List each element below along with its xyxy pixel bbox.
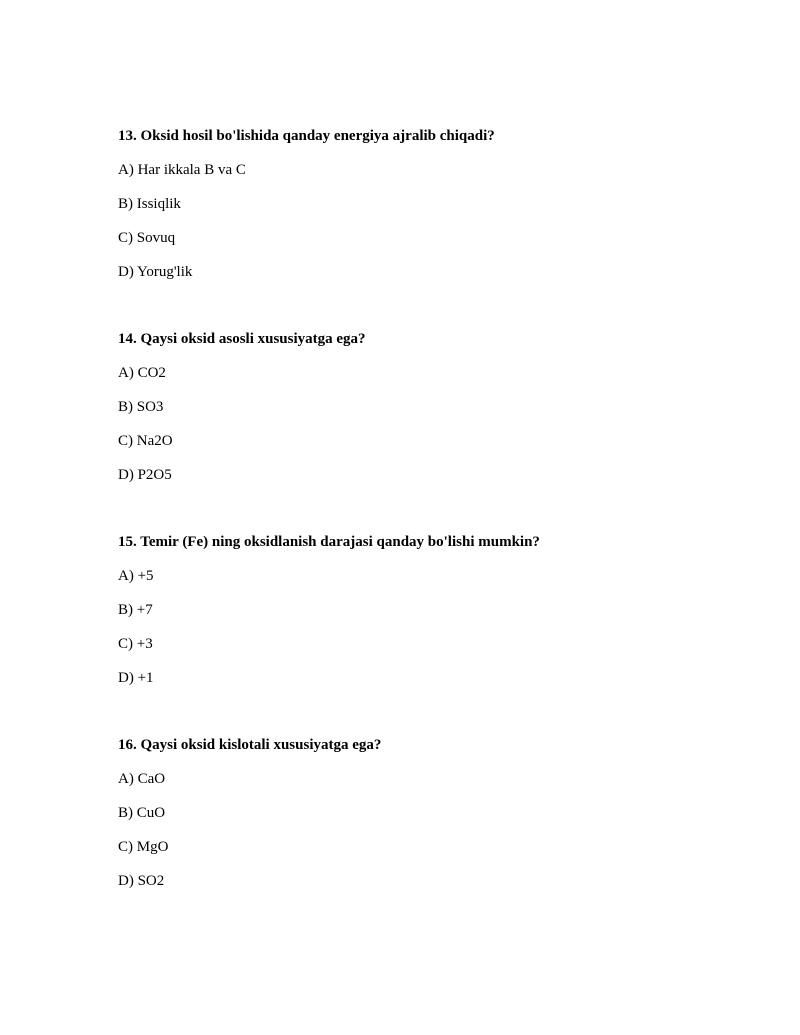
answer-option-d: D) Yorug'lik	[118, 264, 193, 280]
answer-option-a: A) +5	[118, 568, 154, 584]
answer-option-b: B) +7	[118, 602, 153, 618]
question-title: 14. Qaysi oksid asosli xususiyatga ega?	[118, 331, 366, 347]
answer-option-b: B) Issiqlik	[118, 196, 181, 212]
answer-option-a: A) CaO	[118, 771, 166, 787]
question-15	[118, 532, 758, 688]
answer-option-c: C) Sovuq	[118, 230, 176, 246]
answer-option-d: D) SO2	[118, 873, 165, 889]
answer-option-a: A) CO2	[118, 365, 166, 381]
question-16	[118, 735, 758, 891]
answer-option-c: C) MgO	[118, 839, 169, 855]
question-13	[118, 126, 758, 282]
question-title: 15. Temir (Fe) ning oksidlanish darajasi qanday bo'lishi mumkin?	[118, 534, 540, 550]
answer-option-a: A) Har ikkala B va C	[118, 162, 246, 178]
answer-option-d: D) P2O5	[118, 467, 172, 483]
question-14	[118, 329, 758, 485]
answer-option-b: B) SO3	[118, 399, 164, 415]
answer-option-c: C) +3	[118, 636, 153, 652]
question-title: 13. Oksid hosil bo'lishida qanday energiya ajralib chiqadi?	[118, 128, 495, 144]
question-title: 16. Qaysi oksid kislotali xususiyatga ega?	[118, 737, 382, 753]
answer-option-c: C) Na2O	[118, 433, 173, 449]
answer-option-d: D) +1	[118, 670, 154, 686]
answer-option-b: B) CuO	[118, 805, 166, 821]
